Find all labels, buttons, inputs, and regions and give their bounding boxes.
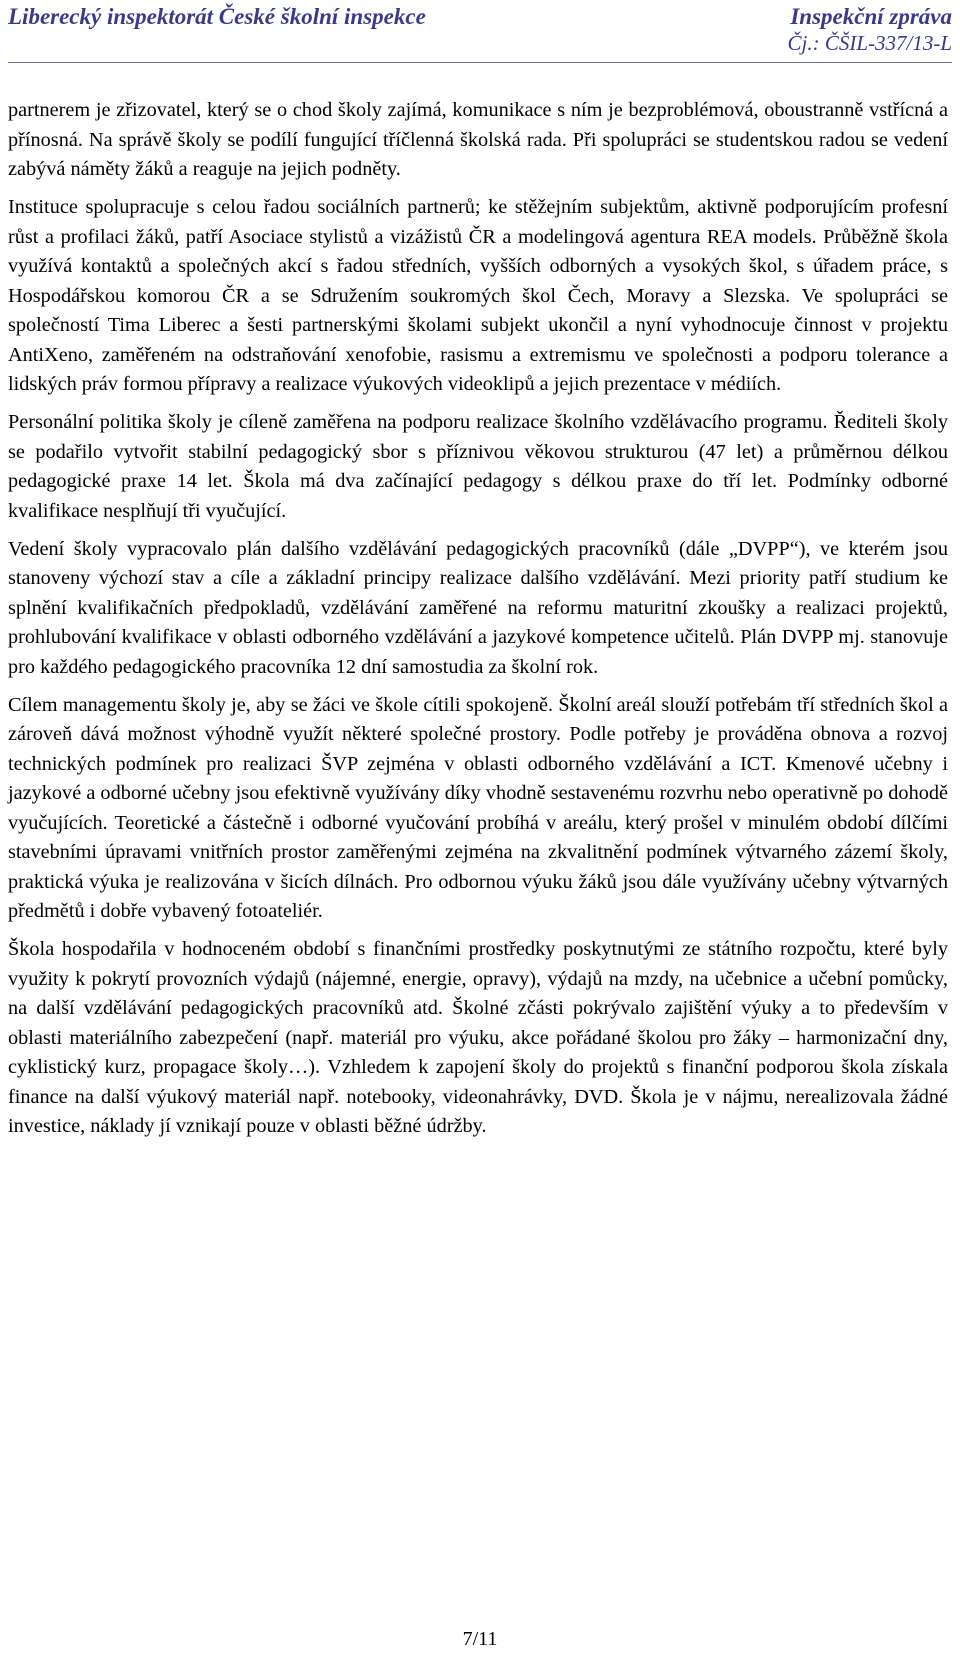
paragraph-personnel-policy: Personální politika školy je cíleně zaměřena na podporu realizace školního vzdělávacího programu. Řediteli školy se podařilo vytvořit stabilní pedagogický sbor s příznivou věkovou strukturou (47 let) a průměrnou délkou pedagogické praxe 14 let. Škola má dva začínající pedagogy s délkou praxe do tří let. Podmínky odborné kvalifikace nesplňují tři vyučující. [8, 411, 948, 522]
header-inspectorate-name: Liberecký inspektorát České školní inspekce [8, 4, 426, 29]
paragraph-social-partners: Instituce spolupracuje s celou řadou sociálních partnerů; ke stěžejním subjektům, aktivně podporujícím profesní růst a profilaci žáků, patří Asociace stylistů a vizážistů ČR a modelingová agentura REA models. Průběžně škola využívá kontaktů a společných akcí s řadou středních, vyšších odborných a vysokých škol, s úřadem práce, s Hospodářskou komorou ČR a se Sdružením soukromých škol Čech, Moravy a Slezska. Ve spolupráci se společností Tima Liberec a šesti partnerskými školami subjekt ukončil a nyní vyhodnocuje činnost v projektu AntiXeno, zaměřeném na odstraňování xenofobie, rasismu a extremismu ve společnosti a podporu tolerance a lidských práv formou přípravy a realizace výukových videoklipů a jejich prezentace v médiích. [8, 196, 948, 395]
page-number: 7/11 [462, 1628, 498, 1650]
header-reference-number: Čj.: ČŠIL-337/13-L [787, 31, 952, 55]
paragraph-school-management: Cílem managementu školy je, aby se žáci ve škole cítili spokojeně. Školní areál slouží potřebám tří středních škol a zároveň dává možnost výhodně využít některé společné prostory. Podle potřeby je prováděna obnova a rozvoj technických podmínek pro realizaci ŠVP zejména v oblasti odborného vzdělávání a ICT. Kmenové učebny i jazykové a odborné učebny jsou efektivně využívány díky vhodně sestavenému rozvrhu nebo operativně po dohodě vyučujících. Teoretické a částečně i odborné vyučování probíhá v areálu, který prošel v minulém období dílčími stavebními úpravami vnitřních prostor zaměřenými zejména na zkvalitnění podmínek výtvarného zázemí školy, praktická výuka je realizována v šicích dílnách. Pro odbornou výuku žáků jsou dále využívány učebny výtvarných předmětů i dobře vybavený fotoateliér. [8, 693, 948, 922]
document-body [8, 96, 948, 1150]
header-report-title: Inspekční zpráva [790, 4, 952, 29]
page-header [8, 0, 952, 63]
paragraph-dvpp-plan: Vedení školy vypracovalo plán dalšího vzdělávání pedagogických pracovníků (dále „DVPP“), ve kterém jsou stanoveny výchozí stav a cíle a základní principy realizace dalšího vzdělávání. Mezi priority patří studium ke splnění kvalifikačních předpokladů, vzdělávání zaměřené na reformu maturitní zkoušky a realizaci projektů, prohlubování kvalifikace v oblasti odborného vzdělávání a jazykové kompetence učitelů. Plán DVPP mj. stanovuje pro každého pedagogického pracovníka 12 dní samostudia za školní rok. [8, 537, 948, 678]
paragraph-founder-cooperation: partnerem je zřizovatel, který se o chod školy zajímá, komunikace s ním je bezproblémová, oboustranně vstřícná a přínosná. Na správě školy se podílí fungující tříčlenná školská rada. Při spolupráci se studentskou radou se vedení zabývá náměty žáků a reaguje na jejich podněty. [8, 99, 948, 180]
paragraph-financing: Škola hospodařila v hodnoceném období s finančními prostředky poskytnutými ze státního rozpočtu, které byly využity k pokrytí provozních výdajů (nájemné, energie, opravy), výdajů na mzdy, na učebnice a učební pomůcky, na další vzdělávání pedagogických pracovníků atd. Školné zčásti pokrývalo zajištění výuky a to především v oblasti materiálního zabezpečení (např. materiál pro výuku, akce pořádané školou pro žáky – harmonizační dny, cyklistický kurz, propagace školy…). Vzhledem k zapojení školy do projektů s finanční podporou škola získala finance na další výukový materiál např. notebooky, videonahrávky, DVD. Škola je v nájmu, nerealizovala žádné investice, náklady jí vznikají pouze v oblasti běžné údržby. [8, 938, 948, 1137]
header-right-block [787, 4, 952, 56]
